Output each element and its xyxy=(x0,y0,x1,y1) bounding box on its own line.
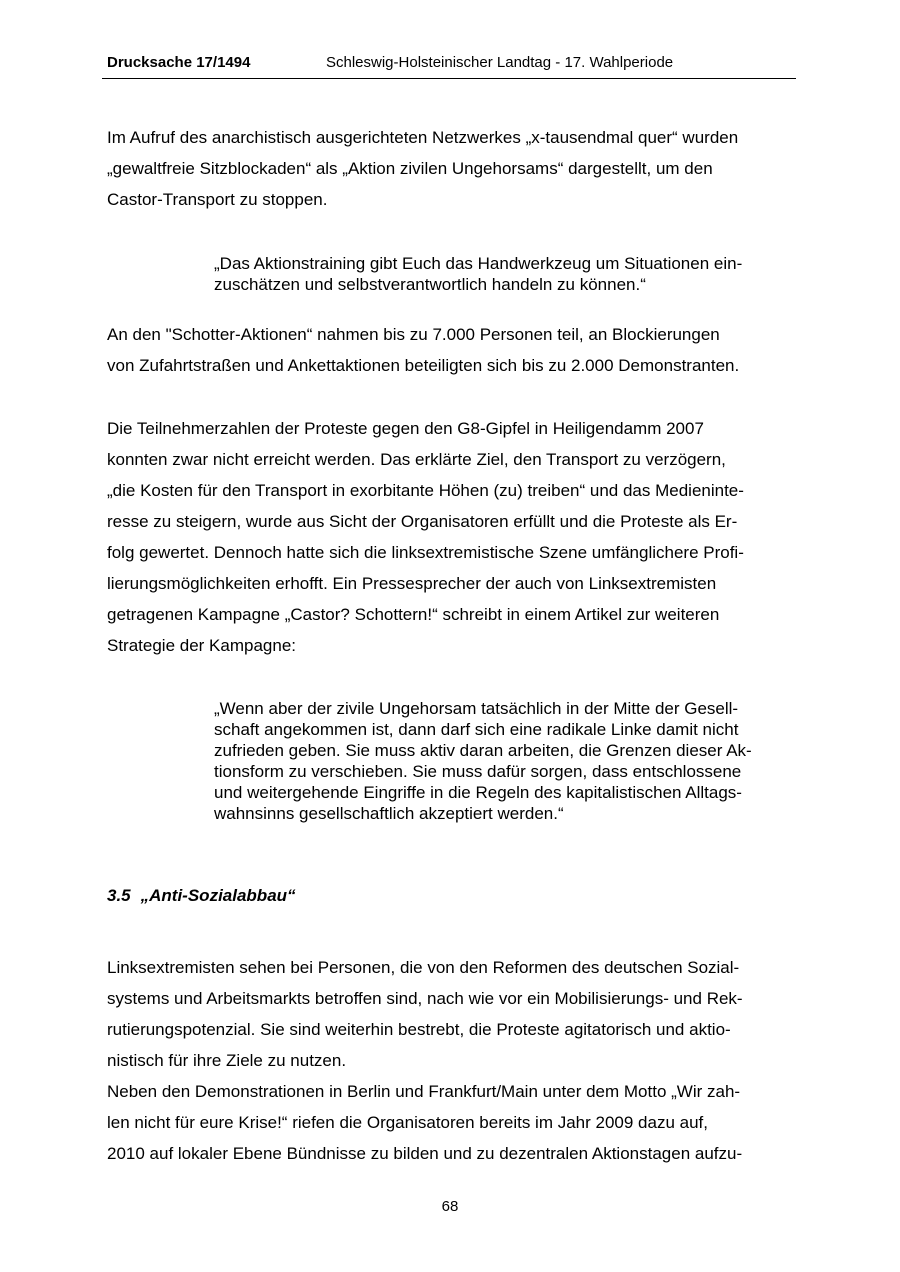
text-line: systems und Arbeitsmarkts betroffen sind, nach wie vor ein Mobilisierungs- und Rek- xyxy=(107,989,743,1008)
quote-line: tionsform zu verschieben. Sie muss dafür sorgen, dass entschlossene xyxy=(214,762,742,781)
text-line: getragenen Kampagne „Castor? Schottern!“ schreibt in einem Artikel zur weiteren xyxy=(107,605,720,624)
text-line: An den "Schotter-Aktionen“ nahmen bis zu 7.000 Personen teil, an Blockierungen xyxy=(107,325,720,344)
text-line: Im Aufruf des anarchistisch ausgerichteten Netzwerkes „x-tausendmal quer“ wurden xyxy=(107,128,739,147)
text-line: Die Teilnehmerzahlen der Proteste gegen den G8-Gipfel in Heiligendamm 2007 xyxy=(107,419,704,438)
page-header xyxy=(102,52,796,79)
text-line: folg gewertet. Dennoch hatte sich die linksextremistische Szene umfänglichere Profi- xyxy=(107,543,744,562)
section-title: „Anti-Sozialabbau“ xyxy=(140,886,296,905)
quote-line: schaft angekommen ist, dann darf sich eine radikale Linke damit nicht xyxy=(214,720,739,739)
text-line: „die Kosten für den Transport in exorbitante Höhen (zu) treiben“ und das Medieninte- xyxy=(107,481,744,500)
quote-ziviler-ungehorsam xyxy=(214,698,804,824)
text-line: len nicht für eure Krise!“ riefen die Organisatoren bereits im Jahr 2009 dazu auf, xyxy=(107,1113,708,1132)
quote-line: „Das Aktionstraining gibt Euch das Handwerkzeug um Situationen ein- xyxy=(214,254,743,273)
text-line: Castor-Transport zu stoppen. xyxy=(107,190,328,209)
text-line: konnten zwar nicht erreicht werden. Das erklärte Ziel, den Transport zu verzögern, xyxy=(107,450,726,469)
quote-line: zuschätzen und selbstverantwortlich handeln zu können.“ xyxy=(214,275,646,294)
quote-aktionstraining xyxy=(214,253,804,295)
paragraph-schotter-aktionen xyxy=(107,319,797,381)
quote-line: „Wenn aber der zivile Ungehorsam tatsächlich in der Mitte der Gesell- xyxy=(214,699,739,718)
text-line: Neben den Demonstrationen in Berlin und Frankfurt/Main unter dem Motto „Wir zah- xyxy=(107,1082,741,1101)
text-line: lierungsmöglichkeiten erhofft. Ein Pressesprecher der auch von Linksextremisten xyxy=(107,574,717,593)
quote-line: wahnsinns gesellschaftlich akzeptiert werden.“ xyxy=(214,804,564,823)
text-line: 2010 auf lokaler Ebene Bündnisse zu bilden und zu dezentralen Aktionstagen aufzu- xyxy=(107,1144,743,1163)
text-line: resse zu steigern, wurde aus Sicht der Organisatoren erfüllt und die Proteste als Er- xyxy=(107,512,738,531)
section-number: 3.5 xyxy=(107,886,131,905)
quote-line: zufrieden geben. Sie muss aktiv daran arbeiten, die Grenzen dieser Ak- xyxy=(214,741,752,760)
text-line: Linksextremisten sehen bei Personen, die von den Reformen des deutschen Sozial- xyxy=(107,958,740,977)
doc-number: Drucksache 17/1494 xyxy=(107,54,251,71)
text-line: nistisch für ihre Ziele zu nutzen. xyxy=(107,1051,347,1070)
paragraph-linksextremisten xyxy=(107,952,797,1169)
text-line: von Zufahrtstraßen und Ankettaktionen beteiligten sich bis zu 2.000 Demonstranten. xyxy=(107,356,740,375)
paragraph-castor-call xyxy=(107,122,797,215)
section-heading xyxy=(107,886,296,906)
header-organization: Schleswig-Holsteinischer Landtag - 17. Wahlperiode xyxy=(326,54,674,71)
text-line: Strategie der Kampagne: xyxy=(107,636,297,655)
text-line: rutierungspotenzial. Sie sind weiterhin bestrebt, die Proteste agitatorisch und aktio- xyxy=(107,1020,731,1039)
quote-line: und weitergehende Eingriffe in die Regeln des kapitalistischen Alltags- xyxy=(214,783,742,802)
page-number: 68 xyxy=(441,1198,459,1215)
text-line: „gewaltfreie Sitzblockaden“ als „Aktion zivilen Ungehorsams“ dargestellt, um den xyxy=(107,159,713,178)
paragraph-teilnehmerzahlen xyxy=(107,413,797,661)
